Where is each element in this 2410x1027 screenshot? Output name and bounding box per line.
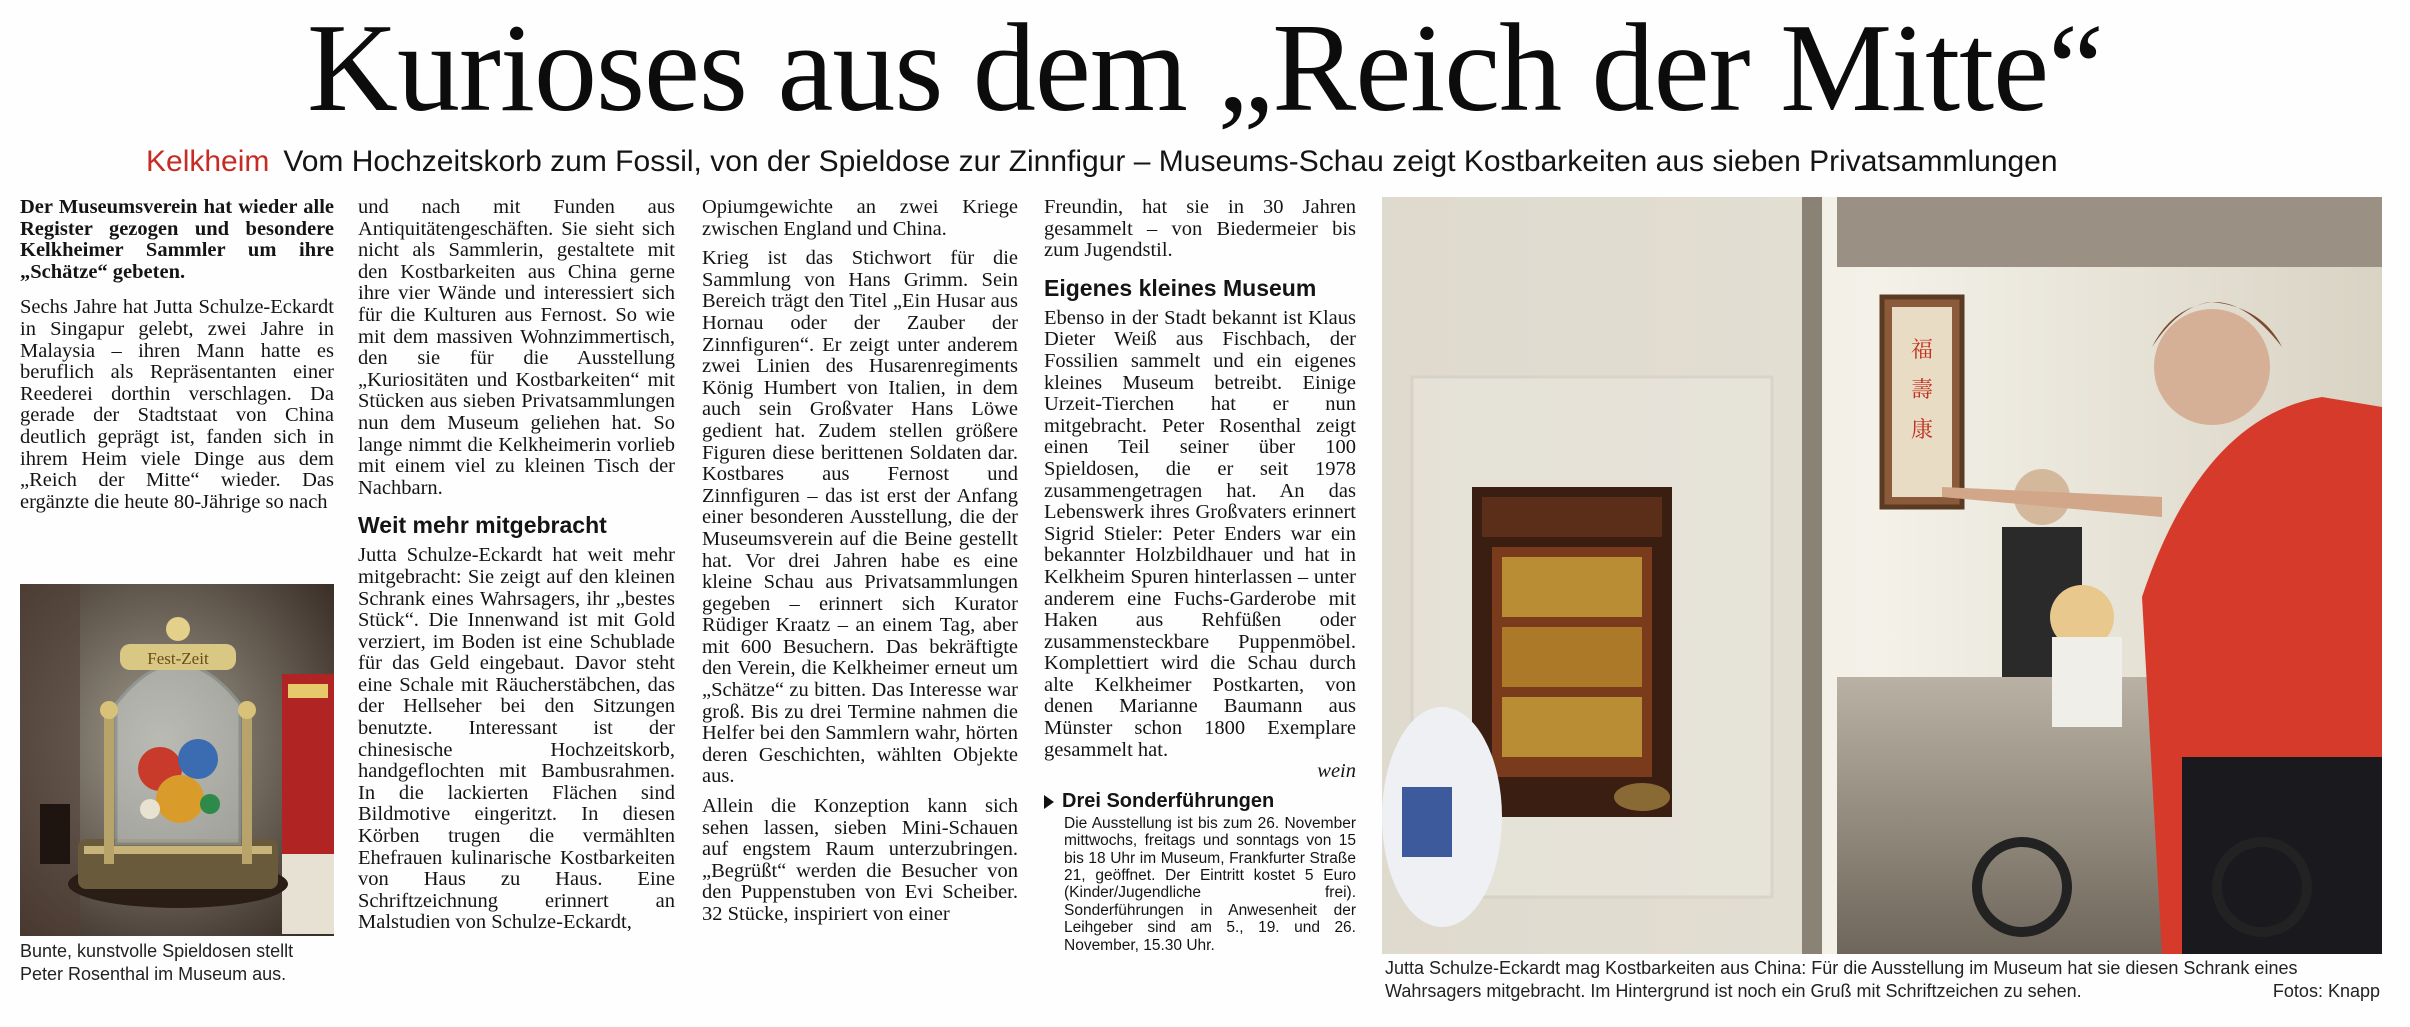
svg-text:福: 福 xyxy=(1910,338,1934,363)
paragraph: Jutta Schulze-Eckardt hat weit mehr mitgebracht: Sie zeigt auf den kleinen Schrank eines Wahrsagers, ihr „bestes Stück“. Die Innenwand ist mit Gold verziert, im Boden ist eine Schublade für das Geld eingebaut. Davor steht eine Schale mit Räucherstäbchen, das der Hellseher bei den Sitzungen benutzte. Interessant ist der chinesische Hochzeitskorb, handgeflochten mit Bambusrahmen. In die lackierten Flächen sind Bildmotive eingeritzt. In diesen Körben trugen die vermählten Ehefrauen kulinarische Kostbarkeiten von Haus zu Haus. Eine Schriftzeichnung erinnert an Malstudien von Schulze-Eckardt, xyxy=(358,544,675,934)
lead-paragraph: Der Museumsverein hat wieder alle Register gezogen und besondere Kelkheimer Sammler um ihre „Schätze“ gebeten. xyxy=(20,196,334,283)
info-box-body: Die Ausstellung ist bis zum 26. November mittwochs, freitags und sonntags von 15 bis 18 Uhr im Museum, Frankfurter Straße 21, geöffnet. Der Eintritt kostet 5 Euro (Kinder/Jugendliche frei). Sonderführungen in Anwesenheit der Leihgeber sind am 5., 19. und 26. November, 15.30 Uhr. xyxy=(1064,814,1356,954)
info-box xyxy=(1044,789,1356,954)
headline: Kurioses aus dem „Reich der Mitte“ xyxy=(307,0,2103,138)
main-photo xyxy=(1382,197,2382,954)
column-4 xyxy=(1044,197,1356,954)
column-2 xyxy=(358,197,675,934)
main-photo-caption-text: Jutta Schulze-Eckardt mag Kostbarkeiten aus China: Für die Ausstellung im Museum hat sie diesen Schrank eines Wahrsagers mitgebracht. Im Hintergrund ist noch ein Gruß mit Schriftzeichen zu sehen. xyxy=(1385,958,2298,1001)
arrow-bullet-icon xyxy=(1044,795,1054,809)
photo-credit: Fotos: Knapp xyxy=(2272,981,2380,1001)
paragraph: Allein die Konzeption kann sich sehen lassen, sieben Mini-Schauen auf engstem Raum unterzubringen. „Begrüßt“ werden die Besucher von den Puppenstuben von Evi Scheiber. 32 Stücke, inspiriert von einer xyxy=(702,795,1018,925)
paragraph: Sechs Jahre hat Jutta Schulze-Eckardt in Singapur gelebt, zwei Jahre in Malaysia – ihren Mann hatte es beruflich als Repräsentanten einer Reederei dorthin verschlagen. Da gerade der Stadtstaat von China deutlich geprägt ist, fanden sich in ihrem Heim viele Dinge aus dem „Reich der Mitte“ wieder. Das ergänzte die heute 80-Jährige so nach xyxy=(20,296,334,513)
photo-sign-text: Fest-Zeit xyxy=(147,649,209,668)
music-box-caption: Bunte, kunstvolle Spieldosen stellt Peter Rosenthal im Museum aus. xyxy=(20,941,294,984)
subheadline xyxy=(146,140,2058,184)
author-initials: wein xyxy=(1317,760,1356,783)
main-photo-caption xyxy=(1385,957,2380,1003)
section-heading: Eigenes kleines Museum xyxy=(1044,274,1317,301)
subheadline-text: Vom Hochzeitskorb zum Fossil, von der Spieldose zur Zinnfigur – Museums-Schau zeigt Kostbarkeiten aus sieben Privatsammlungen xyxy=(283,145,2058,178)
location-label: Kelkheim xyxy=(146,145,270,178)
paragraph: und nach mit Funden aus Antiquitätengeschäften. Sie sieht sich nicht als Sammlerin, gestaltete mit den Kostbarkeiten aus China gerne ihre vier Wände und interessiert sich für die Kulturen aus Fernost. So wie mit dem massiven Wohnzimmertisch, den sie für die Ausstellung „Kuriositäten und Kostbarkeiten“ mit Stücken aus sieben Privatsammlungen nun dem Museum geliehen hat. So lange nimmt die Kelkheimerin vorlieb mit einem viel zu kleinen Tisch der Nachbarn. xyxy=(358,196,675,499)
section-heading: Weit mehr mitgebracht xyxy=(358,512,607,539)
column-3 xyxy=(702,197,1018,926)
svg-text:壽: 壽 xyxy=(1910,378,1934,403)
paragraph: Freundin, hat sie in 30 Jahren gesammelt – von Biedermeier bis zum Jugendstil. xyxy=(1044,196,1356,262)
paragraph: Opiumgewichte an zwei Kriege zwischen England und China. xyxy=(702,196,1018,240)
music-box-photo xyxy=(20,584,334,936)
paragraph: Ebenso in der Stadt bekannt ist Klaus Dieter Weiß aus Fischbach, der Fossilien sammelt und ein eigenes kleines Museum betreibt. Einige Urzeit-Tierchen hat er nun mitgebracht. Peter Rosenthal zeigt einen Teil seiner über 100 Spieldosen, die er seit 1978 zusammengetragen hat. An das Lebenswerk ihres Großvaters erinnert Sigrid Stieler: Peter Enders war ein bekannter Holzbildhauer und hat in Kelkheim Spuren hinterlassen – unter anderem eine Fuchs-Garderobe mit Haken aus Rehfüßen oder zusammensteckbare Puppenmöbel. Komplettiert wird die Schau durch alte Kelkheimer Postkarten, von denen Marianne Baumann aus Münster schon 1800 Exemplare gesammelt hat. xyxy=(1044,306,1356,761)
column-1 xyxy=(20,197,334,513)
svg-text:康: 康 xyxy=(1910,418,1934,443)
paragraph: Krieg ist das Stichwort für die Sammlung von Hans Grimm. Sein Bereich trägt den Titel „Ein Husar aus Hornau oder der Zauber der Zinnfiguren“. Er zeigt unter anderem zwei Linien des Husarenregiments König Humbert von Italien, in dem auch sein Großvater Hans Löwe gedient hat. Zudem stellen größere Figuren diese berittenen Soldaten dar. Kostbares aus Fernost und Zinnfiguren – das ist erst der Anfang einer besonderen Ausstellung, die der Museumsverein auf die Beine gestellt hat. Vor drei Jahren habe es eine kleine Schau aus Privatsammlungen gegeben – erinnert sich Kurator Rüdiger Kraatz – an einem Tag, aber mit 600 Besuchern. Das bekräftigte den Verein, die Kelkheimer erneut um „Schätze“ zu bitten. Das Interesse war groß. Bis zu drei Termine nahmen die Helfer bei den Sammlern wahr, hörten deren Geschichten, wählten Objekte aus. xyxy=(702,247,1018,788)
music-box-illustration xyxy=(20,584,334,936)
info-box-title: Drei Sonderführungen xyxy=(1044,789,1356,813)
museum-scene-illustration xyxy=(1382,197,2382,954)
